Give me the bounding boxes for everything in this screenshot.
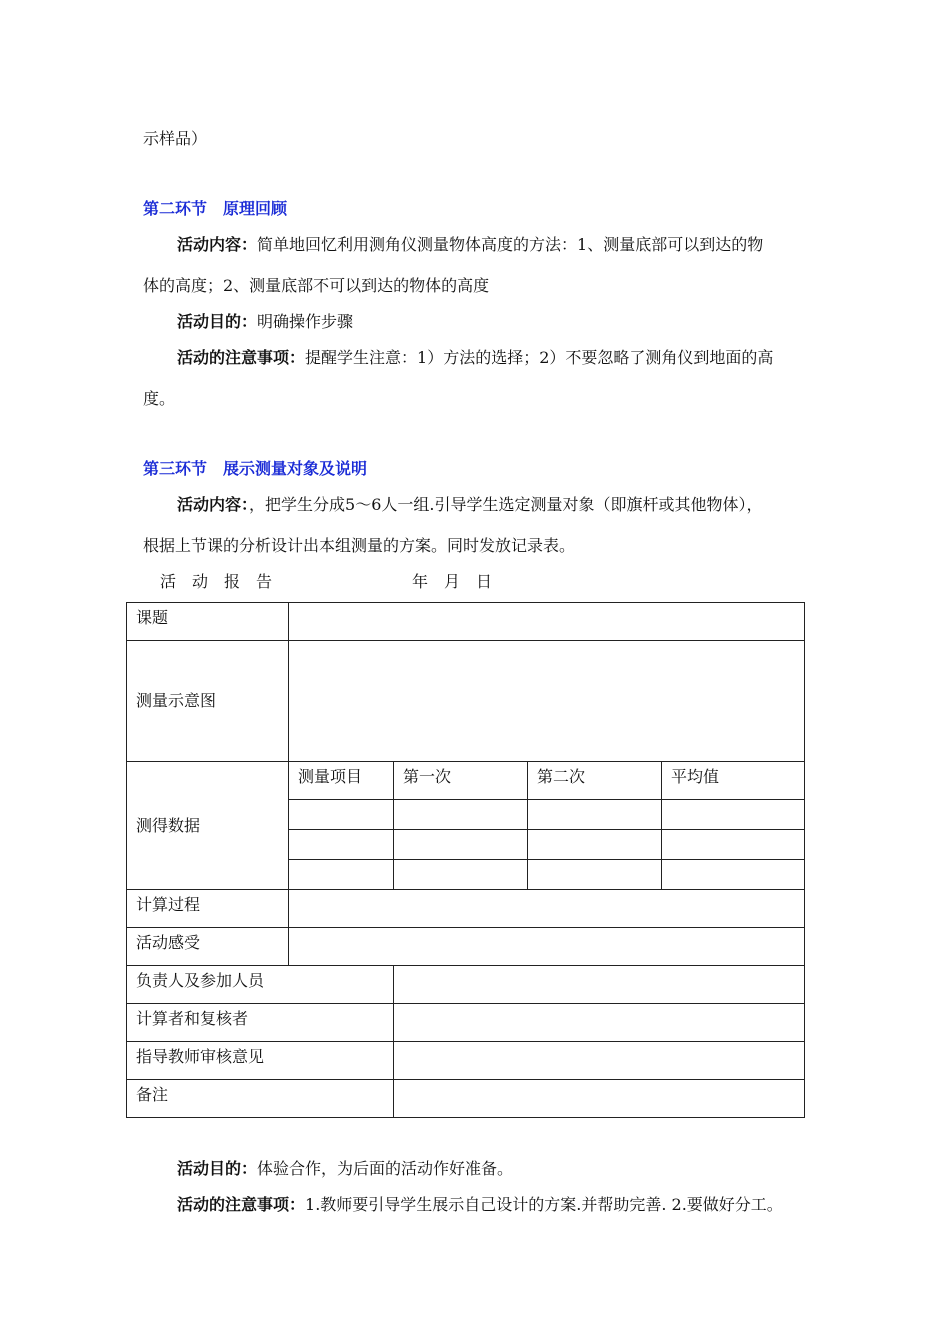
data-cell <box>289 800 394 830</box>
section2-purpose <box>177 309 353 332</box>
cell-remark-label: 备注 <box>127 1080 394 1118</box>
section3-notes-text: 1.教师要引导学生展示自己设计的方案.并帮助完善. 2.要做好分工。 <box>305 1195 783 1214</box>
section2-content-line2: 体的高度；2、测量底部不可以到达的物体的高度 <box>143 276 490 295</box>
cell-calculator-label: 计算者和复核者 <box>127 1004 394 1042</box>
top-fragment: 示样品） <box>143 129 208 148</box>
data-cell <box>289 860 394 890</box>
section3-content-text: ，把学生分成5～6人一组.引导学生选定测量对象（即旗杆或其他物体）， <box>249 495 763 514</box>
section3-purpose <box>177 1156 513 1179</box>
data-cell <box>394 830 528 860</box>
cell-leader-label: 负责人及参加人员 <box>127 966 394 1004</box>
cell-remark-value <box>394 1080 805 1118</box>
section3-content-line1 <box>177 492 762 515</box>
cell-diagram-value <box>289 641 805 762</box>
section2-content-label: 活动内容： <box>177 235 258 254</box>
activity-report-table <box>126 602 805 1118</box>
data-cell <box>528 860 662 890</box>
cell-data-label: 测得数据 <box>127 762 289 890</box>
cell-calc-label: 计算过程 <box>127 890 289 928</box>
cell-feeling-label: 活动感受 <box>127 928 289 966</box>
report-header-right: 年 月 日 <box>412 572 493 591</box>
data-cell <box>289 830 394 860</box>
section3-content-label: 活动内容： <box>177 495 250 514</box>
section3-purpose-label: 活动目的： <box>177 1159 258 1178</box>
section3-notes-label: 活动的注意事项： <box>177 1195 306 1214</box>
data-cell <box>394 860 528 890</box>
data-cell <box>662 830 805 860</box>
section2-content-text: 简单地回忆利用测角仪测量物体高度的方法：1、测量底部可以到达的物 <box>257 235 764 254</box>
section2-purpose-text: 明确操作步骤 <box>257 312 354 331</box>
data-cell <box>662 860 805 890</box>
section3-purpose-text: 体验合作，为后面的活动作好准备。 <box>257 1159 514 1178</box>
section2-content-line1 <box>177 232 763 255</box>
section2-notes-line2: 度。 <box>143 389 176 408</box>
cell-topic-label: 课题 <box>127 603 289 641</box>
cell-diagram-label: 测量示意图 <box>127 641 289 762</box>
data-cell <box>394 800 528 830</box>
report-header-left: 活 动 报 告 <box>160 572 273 591</box>
section2-purpose-label: 活动目的： <box>177 312 258 331</box>
data-cell <box>528 800 662 830</box>
section2-notes-label: 活动的注意事项： <box>177 348 306 367</box>
col-header-second: 第二次 <box>528 762 662 800</box>
section3-content-line2: 根据上节课的分析设计出本组测量的方案。同时发放记录表。 <box>143 536 576 555</box>
col-header-item: 测量项目 <box>289 762 394 800</box>
data-cell <box>528 830 662 860</box>
section3-notes <box>177 1192 783 1215</box>
cell-feeling-value <box>289 928 805 966</box>
data-cell <box>662 800 805 830</box>
cell-teacher-label: 指导教师审核意见 <box>127 1042 394 1080</box>
cell-topic-value <box>289 603 805 641</box>
col-header-first: 第一次 <box>394 762 528 800</box>
cell-teacher-value <box>394 1042 805 1080</box>
col-header-average: 平均值 <box>662 762 805 800</box>
section3-title: 第三环节 展示测量对象及说明 <box>143 459 368 478</box>
cell-leader-value <box>394 966 805 1004</box>
section2-title: 第二环节 原理回顾 <box>143 199 288 218</box>
section2-notes-line1 <box>177 345 773 368</box>
section2-notes-text: 提醒学生注意：1）方法的选择；2）不要忽略了测角仪到地面的高 <box>305 348 774 367</box>
cell-calculator-value <box>394 1004 805 1042</box>
cell-calc-value <box>289 890 805 928</box>
